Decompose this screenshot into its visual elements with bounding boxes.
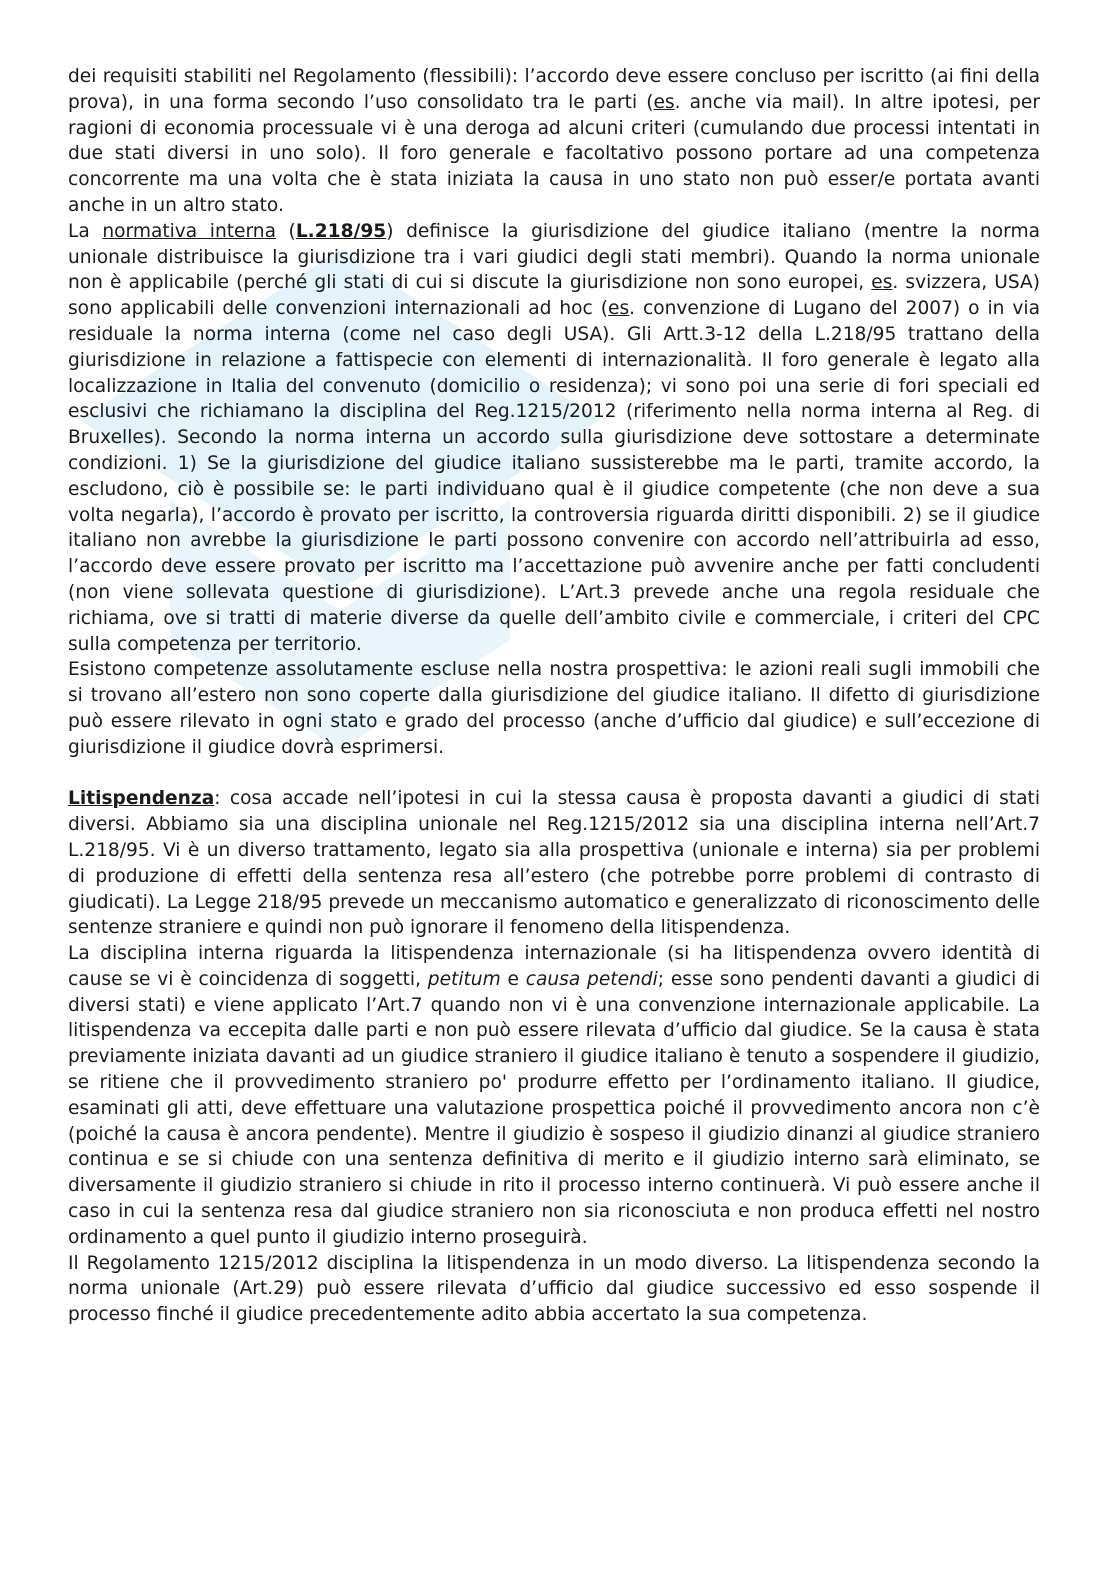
paragraph-competenze-escluse: Esistono competenze assolutamente escluse nella nostra prospettiva: le azioni reali sugli immobili che si trovano all’estero non sono coperte dalla giurisdizione del giudice italiano. Il difetto di giurisdizione può essere rilevato in ogni stato e grado del processo (anche d’ufficio dal giudice) e sull’eccezione di giurisdizione il giudice dovrà esprimersi. [68, 659, 1040, 758]
abbrev-es: es [608, 298, 630, 320]
term-causa-petendi: causa petendi [525, 968, 658, 990]
law-reference: L.218/95 [295, 220, 387, 242]
paragraph-regolamento-litispendenza: Il Regolamento 1215/2012 disciplina la litispendenza in un modo diverso. La litispendenza secondo la norma unionale (Art.29) può essere rilevata d’ufficio dal giudice successivo ed esso sospende il processo finché il giudice precedentemente adito abbia accertato la sua competenza. [68, 1252, 1040, 1326]
paragraph-regolamento-requisiti: dei requisiti stabiliti nel Regolamento (flessibili): l’accordo deve essere concluso per iscritto (ai fini della prova), in una forma secondo l’uso consolidato tra le parti (es. anche via mail). In altre ipotesi, per ragioni di economia processuale vi è una deroga ad alcuni criteri (cumulando due processi intentati in due stati diversi in uno solo). Il foro generale e facoltativo possono portare ad una competenza concorrente ma una volta che è stata iniziata la causa in uno stato non può esser/e portata avanti anche in un altro stato. [68, 66, 1040, 216]
abbrev-es: es [871, 272, 893, 294]
abbrev-es: es [653, 91, 675, 113]
section-heading-litispendenza: Litispendenza [68, 788, 215, 810]
paragraph-disciplina-interna: La disciplina interna riguarda la litispendenza internazionale (si ha litispendenza ovvero identità di cause se vi è coincidenza di soggetti, petitum e causa petendi; esse sono pendenti davanti a giudici di diversi stati) e viene applicato l’Art.7 quando non vi è una convenzione internazionale applicabile. La litispendenza va eccepita dalle parti e non può essere rilevata d’ufficio dal giudice. Se la causa è stata previamente iniziata davanti ad un giudice straniero il giudice italiano è tenuto a sospendere il giudizio, se ritiene che il provvedimento straniero po' produrre effetto per l’ordinamento italiano. Il giudice, esaminati gli atti, deve effettuare una valutazione prospettica poiché il provvedimento ancora non c’è (poiché la causa è ancora pendente). Mentre il giudizio è sospeso il giudizio dinanzi al giudice straniero continua e se si chiude con una sentenza definitiva di merito e il giudizio interno sarà eliminato, se diversamente il giudizio straniero si chiude in rito il processo interno continuerà. Vi può essere anche il caso in cui la sentenza resa dal giudice straniero non sia riconosciuta e non produca effetti nel nostro ordinamento a quel punto il giudizio interno proseguirà. [68, 943, 1041, 1248]
paragraph-normativa-interna: La normativa interna (L.218/95) definisce la giurisdizione del giudice italiano (mentre la norma unionale distribuisce la giurisdizione tra i vari giudici degli stati membri). Quando la norma unionale non è applicabile (perché gli stati di cui si discute la giurisdizione non sono europei, es. svizzera, USA) sono applicabili delle convenzioni internazionali ad hoc (es. convenzione di Lugano del 2007) o in via residuale la norma interna (come nel caso degli USA). Gli Artt.3-12 della L.218/95 trattano della giurisdizione in relazione a fattispecie con elementi di internazionalità. Il foro generale è legato alla localizzazione in Italia del convenuto (domicilio o residenza); vi sono poi una serie di fori speciali ed esclusivi che richiamano la disciplina del Reg.1215/2012 (riferimento nella norma interna al Reg. di Bruxelles). Secondo la norma interna un accordo sulla giurisdizione deve sottostare a determinate condizioni. 1) Se la giurisdizione del giudice italiano sussisterebbe ma le parti, tramite accordo, la escludono, ciò è possibile se: le parti individuano qual è il giudice competente (che non deve a sua volta negarla), l’accordo è provato per iscritto, la controversia riguarda diritti disponibili. 2) se il giudice italiano non avrebbe la giurisdizione le parti possono convenire con accordo nell’attribuirla ad esso, l’accordo deve essere provato per iscritto ma l’accettazione può avvenire anche per fatti concludenti (non viene sollevata questione di giurisdizione). L’Art.3 prevede anche una regola residuale che richiama, ove si tratti di materie diverse da quelle dell’ambito civile e commerciale, i criteri del CPC sulla competenza per territorio. [68, 220, 1040, 655]
document-page [68, 64, 1040, 1328]
paragraph-gap [68, 761, 1040, 787]
paragraph-litispendenza-intro: Litispendenza: cosa accade nell’ipotesi in cui la stessa causa è proposta davanti a giudici di stati diversi. Abbiamo sia una disciplina unionale nel Reg.1215/2012 sia una disciplina interna nell’Art.7 L.218/95. Vi è un diverso trattamento, legato sia alla prospettiva (unionale e interna) sia per problemi di produzione di effetti della sentenza resa all’estero (che potrebbe porre problemi di contrasto di giudicati). La Legge 218/95 prevede un meccanismo automatico e generalizzato di riconoscimento delle sentenze straniere e quindi non può ignorare il fenomeno della litispendenza. [68, 788, 1040, 939]
term-normativa-interna: normativa interna [102, 220, 276, 242]
term-petitum: petitum [427, 968, 501, 990]
